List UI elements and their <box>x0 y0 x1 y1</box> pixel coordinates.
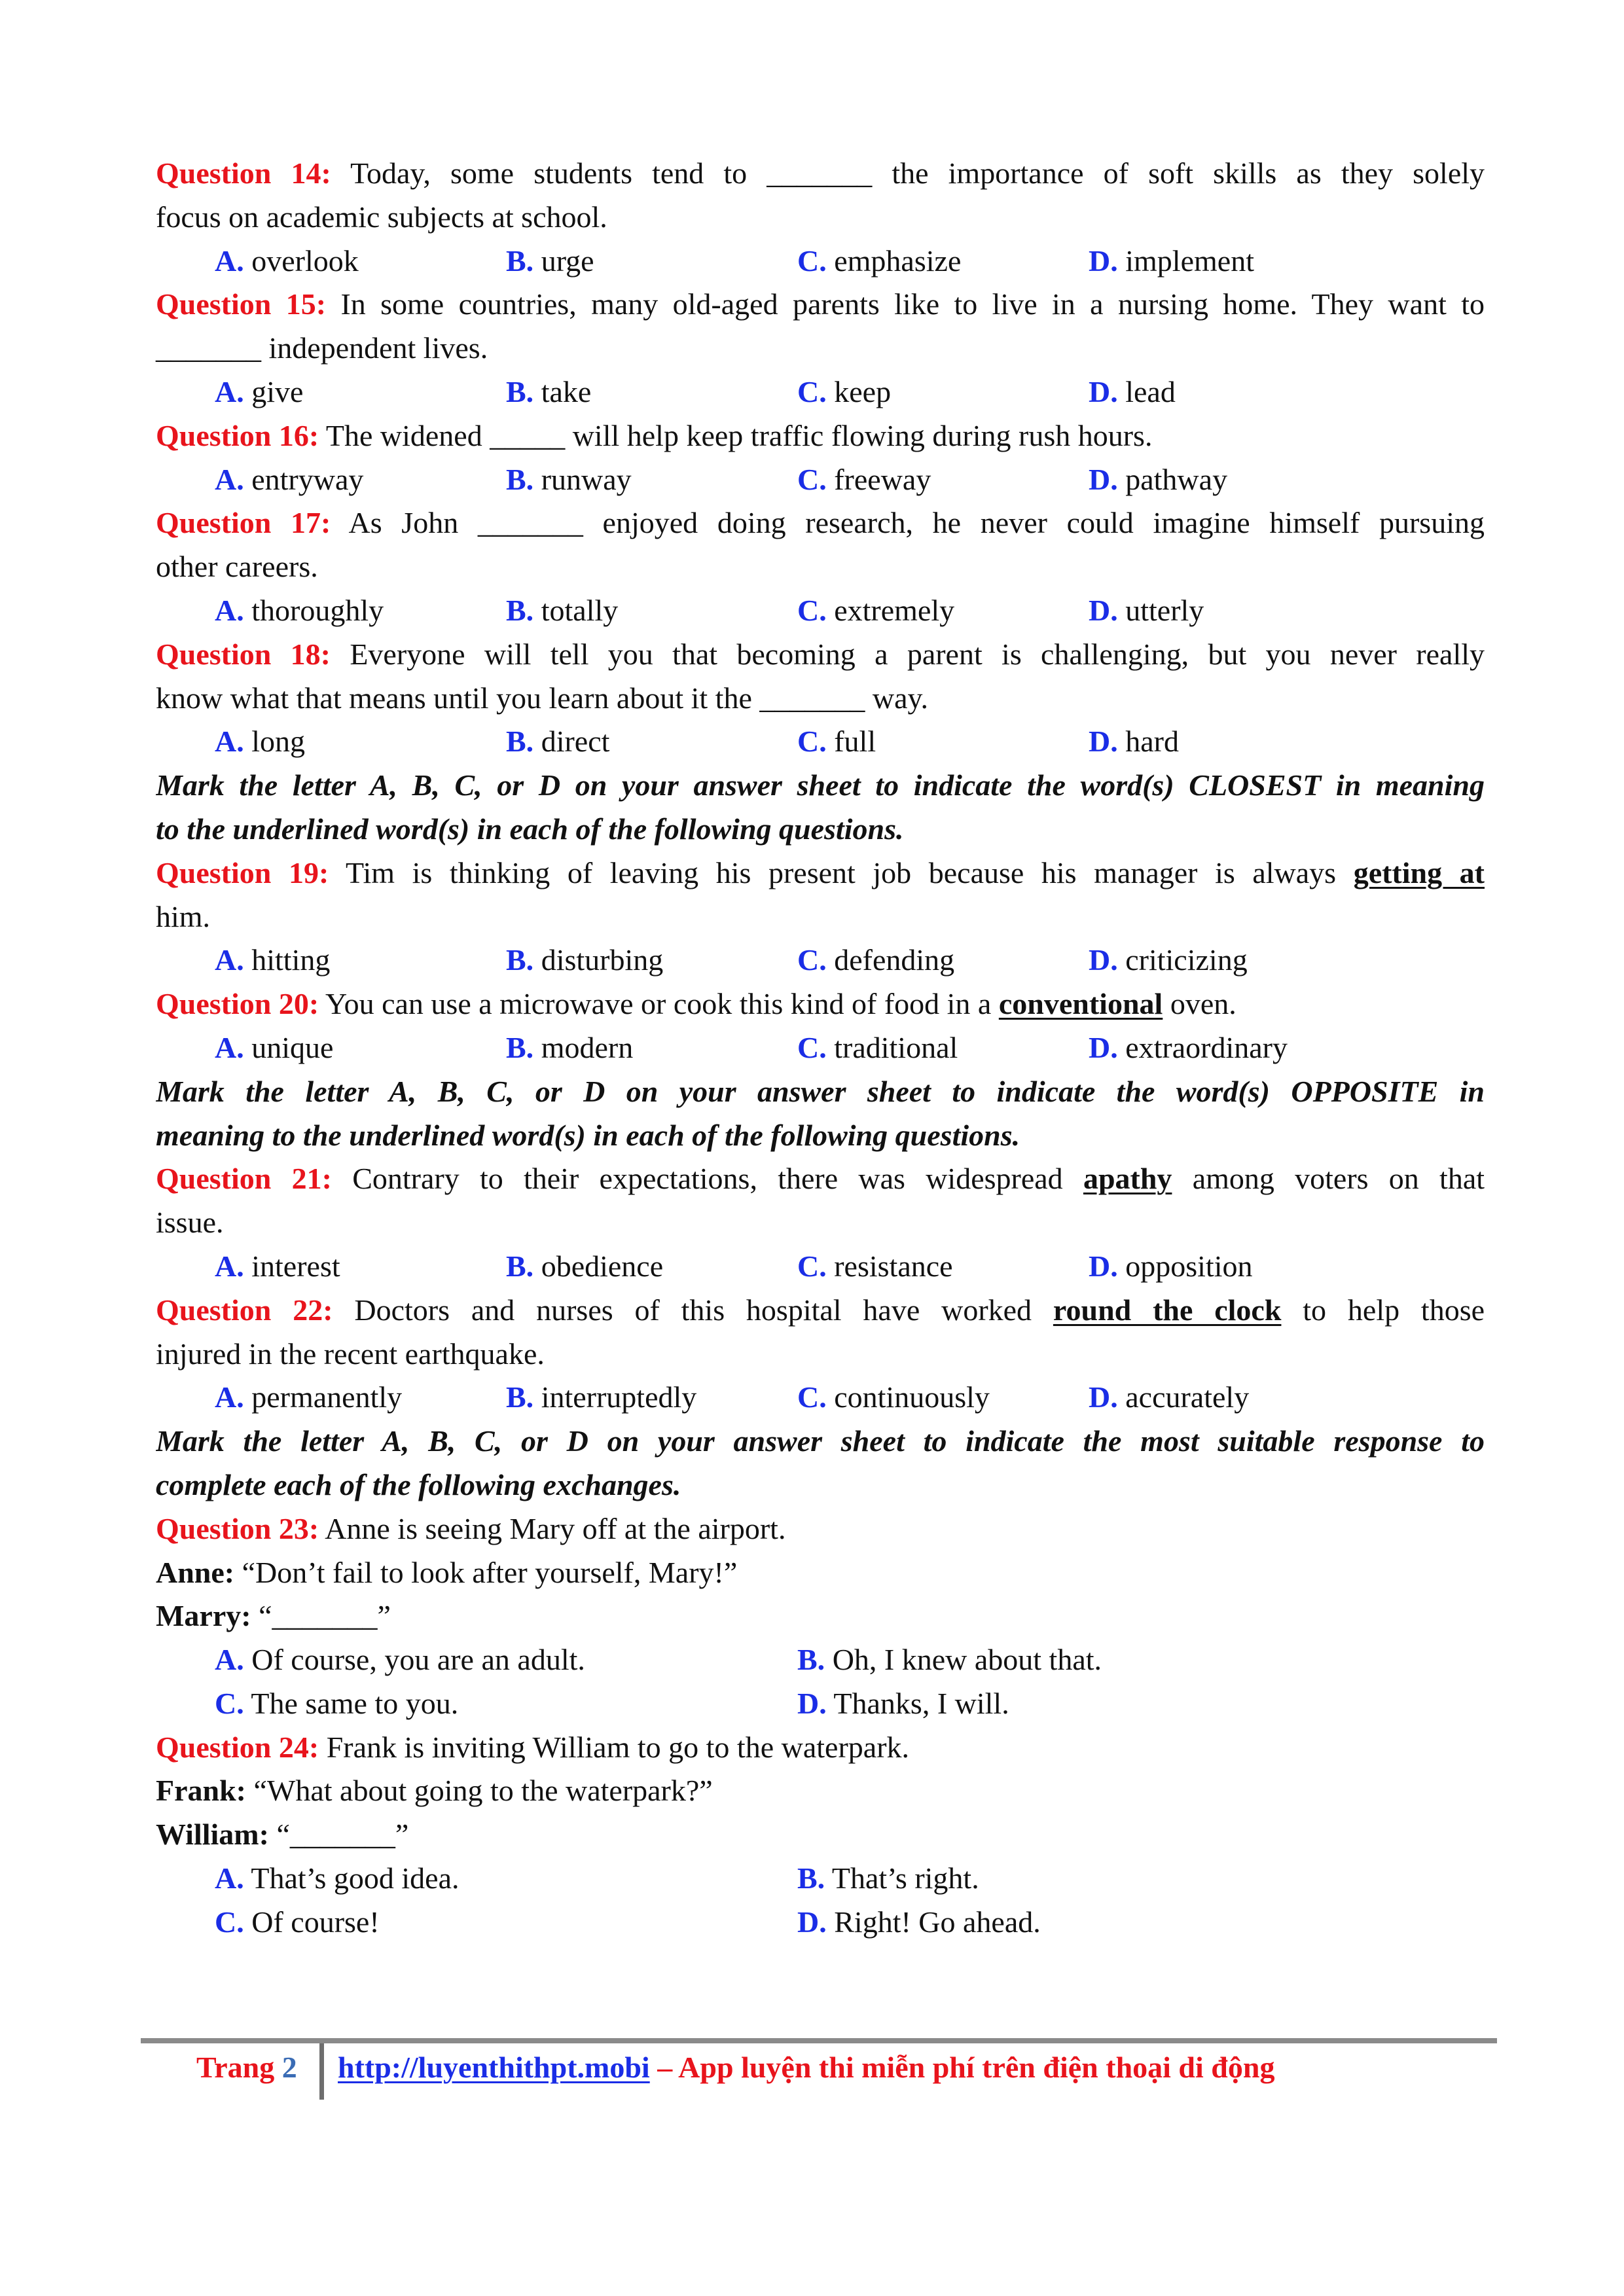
instruction-opposite-line-1 <box>156 1070 1485 1114</box>
option-a[interactable] <box>215 939 330 982</box>
option-letter: C. <box>797 243 827 278</box>
option-text: Oh, I knew about that. <box>832 1643 1102 1677</box>
option-letter: D. <box>797 1905 827 1939</box>
dialog-line: “_______” <box>276 1818 409 1852</box>
option-text: hitting <box>251 943 331 977</box>
option-letter: C. <box>797 1380 827 1414</box>
option-c[interactable] <box>797 1026 958 1070</box>
option-letter: A. <box>215 1643 244 1677</box>
question-stem: Frank is inviting William to go to the waterpark. <box>326 1730 910 1764</box>
option-letter: C. <box>797 462 827 496</box>
option-d[interactable] <box>1089 1026 1288 1070</box>
option-text: full <box>834 725 876 759</box>
option-b[interactable] <box>506 1376 696 1420</box>
question-stem: him. <box>156 899 211 933</box>
question-18-line-1 <box>156 633 1485 677</box>
option-text: disturbing <box>541 943 664 977</box>
option-d[interactable] <box>1089 240 1254 283</box>
option-b[interactable] <box>797 1857 979 1901</box>
option-letter: A. <box>215 593 244 627</box>
option-d[interactable] <box>1089 1245 1252 1289</box>
question-15-line-2 <box>156 327 1485 370</box>
question-label: Question 18: <box>156 637 331 671</box>
question-17-options <box>156 589 1485 633</box>
question-label: Question 23: <box>156 1511 319 1545</box>
footer-tagline: – App luyện thi miễn phí trên điện thoại di động <box>649 2051 1275 2084</box>
option-d[interactable] <box>1089 939 1248 982</box>
question-stem: Tim is thinking of leaving his present job because his manager is always <box>346 855 1337 889</box>
option-text: Of course! <box>251 1905 380 1939</box>
option-text: urge <box>541 243 594 278</box>
question-stem: injured in the recent earthquake. <box>156 1336 545 1371</box>
question-stem: As John _______ enjoyed doing research, he never could imagine himself pursuing <box>348 506 1485 540</box>
option-letter: A. <box>215 943 244 977</box>
question-label: Question 15: <box>156 287 327 321</box>
instruction-text: complete each of the following exchanges. <box>156 1467 681 1501</box>
question-stem: The widened _____ will help keep traffic flowing during rush hours. <box>325 418 1153 452</box>
option-letter: B. <box>797 1643 825 1677</box>
option-letter: C. <box>797 1249 827 1283</box>
option-c[interactable] <box>797 458 931 502</box>
question-stem: Today, some students tend to _______ the importance of soft skills as they solely <box>350 156 1485 190</box>
instruction-text: Mark the letter A, B, C, or D on your answer sheet to indicate the word(s) CLOSEST in meaning <box>156 768 1485 802</box>
option-a[interactable] <box>215 240 359 283</box>
option-text: interest <box>251 1249 340 1283</box>
option-text: That’s good idea. <box>251 1861 460 1895</box>
option-letter: A. <box>215 374 244 408</box>
question-23-dialog-2 <box>156 1594 1485 1638</box>
question-14-line-2 <box>156 196 1485 240</box>
option-d[interactable] <box>797 1682 1009 1726</box>
question-15-line-1 <box>156 283 1485 327</box>
option-letter: A. <box>215 725 244 759</box>
question-24-dialog-2 <box>156 1813 1485 1857</box>
option-text: continuously <box>834 1380 990 1414</box>
option-a[interactable] <box>215 589 384 633</box>
option-text: entryway <box>251 462 364 496</box>
question-24-options-row-2 <box>156 1901 1485 1945</box>
option-letter: A. <box>215 1380 244 1414</box>
option-text: pathway <box>1125 462 1228 496</box>
question-18-options <box>156 720 1485 764</box>
question-stem: focus on academic subjects at school. <box>156 200 607 234</box>
option-text: emphasize <box>834 243 962 278</box>
question-stem: Contrary to their expectations, there was widespread <box>352 1162 1063 1196</box>
question-14-line-1 <box>156 152 1485 196</box>
option-b[interactable] <box>506 720 609 764</box>
option-letter: B. <box>506 462 534 496</box>
question-23-line-1 <box>156 1507 1485 1551</box>
question-23-options-row-1 <box>156 1638 1485 1682</box>
footer-separator <box>319 2043 324 2100</box>
option-text: Right! Go ahead. <box>834 1905 1041 1939</box>
underlined-word: getting at <box>1353 855 1485 889</box>
option-letter: B. <box>506 943 534 977</box>
question-label: Question 24: <box>156 1730 319 1764</box>
question-21-line-1 <box>156 1157 1485 1201</box>
option-d[interactable] <box>1089 1376 1249 1420</box>
option-d[interactable] <box>1089 370 1176 414</box>
option-a[interactable] <box>215 370 303 414</box>
option-text: lead <box>1125 374 1176 408</box>
option-letter: B. <box>506 593 534 627</box>
option-text: unique <box>251 1030 334 1064</box>
option-letter: D. <box>1089 243 1118 278</box>
option-letter: C. <box>797 1030 827 1064</box>
option-letter: C. <box>797 725 827 759</box>
question-20-options <box>156 1026 1485 1070</box>
question-label: Question 17: <box>156 506 331 540</box>
option-text: totally <box>541 593 619 627</box>
option-c[interactable] <box>797 240 961 283</box>
option-text: direct <box>541 725 610 759</box>
footer-page-number <box>196 2050 297 2085</box>
option-letter: D. <box>1089 1030 1118 1064</box>
option-text: hard <box>1125 725 1179 759</box>
question-stem: Doctors and nurses of this hospital have worked <box>354 1293 1032 1327</box>
instruction-text: meaning to the underlined word(s) in each of the following questions. <box>156 1118 1020 1152</box>
option-text: Thanks, I will. <box>833 1686 1009 1720</box>
option-d[interactable] <box>1089 589 1204 633</box>
instruction-text: Mark the letter A, B, C, or D on your answer sheet to indicate the most suitable response to <box>156 1424 1485 1458</box>
option-a[interactable] <box>215 1638 585 1682</box>
question-14-options <box>156 240 1485 283</box>
dialog-line: “Don’t fail to look after yourself, Mary!” <box>242 1555 738 1589</box>
question-stem: oven. <box>1170 987 1236 1021</box>
option-b[interactable] <box>797 1638 1102 1682</box>
dialog-line: “_______” <box>259 1599 391 1633</box>
instruction-opposite-line-2 <box>156 1114 1485 1158</box>
question-24-dialog-1 <box>156 1769 1485 1813</box>
question-sheet <box>156 152 1485 1945</box>
option-d[interactable] <box>797 1901 1041 1945</box>
option-b[interactable] <box>506 1026 633 1070</box>
question-21-line-2 <box>156 1201 1485 1245</box>
option-text: interruptedly <box>541 1380 697 1414</box>
option-letter: D. <box>1089 943 1118 977</box>
dialog-line: “What about going to the waterpark?” <box>253 1774 713 1808</box>
option-letter: C. <box>797 374 827 408</box>
question-22-line-2 <box>156 1333 1485 1376</box>
option-text: accurately <box>1125 1380 1250 1414</box>
option-b[interactable] <box>506 240 594 283</box>
option-text: obedience <box>541 1249 664 1283</box>
question-label: Question 19: <box>156 855 329 889</box>
instruction-response-line-1 <box>156 1420 1485 1463</box>
option-c[interactable] <box>797 589 954 633</box>
option-text: Of course, you are an adult. <box>251 1643 585 1677</box>
option-text: extraordinary <box>1125 1030 1288 1064</box>
option-letter: C. <box>797 943 827 977</box>
option-b[interactable] <box>506 589 618 633</box>
option-letter: D. <box>1089 1249 1118 1283</box>
footer-link[interactable]: http://luyenthithpt.mobi <box>338 2051 650 2084</box>
option-c[interactable] <box>797 1376 990 1420</box>
question-label: Question 16: <box>156 418 319 452</box>
instruction-closest-line-1 <box>156 764 1485 808</box>
option-letter: B. <box>506 1249 534 1283</box>
option-letter: A. <box>215 1249 244 1283</box>
option-b[interactable] <box>506 939 663 982</box>
question-24-line-1 <box>156 1726 1485 1770</box>
question-16-line-1 <box>156 414 1485 458</box>
option-text: overlook <box>251 243 359 278</box>
option-text: defending <box>834 943 955 977</box>
option-letter: C. <box>215 1686 244 1720</box>
underlined-word: round the clock <box>1053 1293 1282 1327</box>
speaker-name: Marry: <box>156 1599 251 1633</box>
question-stem: In some countries, many old-aged parents like to live in a nursing home. They want to <box>340 287 1485 321</box>
question-label: Question 22: <box>156 1293 333 1327</box>
question-stem: among voters on that <box>1192 1162 1485 1196</box>
question-stem: other careers. <box>156 550 318 584</box>
question-stem: You can use a microwave or cook this kind of food in a <box>325 987 992 1021</box>
question-20-line-1 <box>156 982 1485 1026</box>
option-text: runway <box>541 462 632 496</box>
question-stem: Anne is seeing Mary off at the airport. <box>325 1511 786 1545</box>
footer-rule <box>141 2038 1497 2043</box>
option-text: long <box>251 725 306 759</box>
option-text: extremely <box>834 593 955 627</box>
page-number: 2 <box>281 2051 297 2084</box>
underlined-word: apathy <box>1083 1162 1172 1196</box>
speaker-name: Frank: <box>156 1774 246 1808</box>
option-text: freeway <box>834 462 931 496</box>
question-21-options <box>156 1245 1485 1289</box>
option-letter: A. <box>215 462 244 496</box>
option-letter: D. <box>1089 1380 1118 1414</box>
option-text: give <box>251 374 304 408</box>
question-22-options <box>156 1376 1485 1420</box>
question-23-dialog-1 <box>156 1551 1485 1595</box>
question-label: Question 21: <box>156 1162 332 1196</box>
option-b[interactable] <box>506 458 632 502</box>
option-a[interactable] <box>215 1857 460 1901</box>
option-letter: D. <box>1089 725 1118 759</box>
instruction-response-line-2 <box>156 1463 1485 1507</box>
option-letter: A. <box>215 243 244 278</box>
option-letter: C. <box>797 593 827 627</box>
option-letter: D. <box>1089 374 1118 408</box>
question-15-options <box>156 370 1485 414</box>
option-d[interactable] <box>1089 720 1179 764</box>
option-b[interactable] <box>506 1245 663 1289</box>
option-a[interactable] <box>215 720 305 764</box>
option-a[interactable] <box>215 1026 333 1070</box>
option-c[interactable] <box>797 370 891 414</box>
option-text: modern <box>541 1030 634 1064</box>
speaker-name: Anne: <box>156 1555 235 1589</box>
question-17-line-1 <box>156 501 1485 545</box>
option-text: That’s right. <box>831 1861 979 1895</box>
question-24-options-row-1 <box>156 1857 1485 1901</box>
option-c[interactable] <box>797 720 876 764</box>
option-letter: B. <box>506 374 534 408</box>
question-label: Question 20: <box>156 987 319 1021</box>
option-letter: B. <box>506 1030 534 1064</box>
question-18-line-2 <box>156 677 1485 721</box>
option-letter: C. <box>215 1905 244 1939</box>
option-b[interactable] <box>506 370 591 414</box>
option-text: traditional <box>834 1030 958 1064</box>
option-text: The same to you. <box>251 1686 459 1720</box>
option-text: opposition <box>1125 1249 1253 1283</box>
question-stem: to help those <box>1303 1293 1485 1327</box>
speaker-name: William: <box>156 1818 269 1852</box>
option-c[interactable] <box>797 1245 953 1289</box>
option-letter: B. <box>506 725 534 759</box>
question-19-line-2 <box>156 895 1485 939</box>
option-d[interactable] <box>1089 458 1227 502</box>
option-letter: B. <box>506 243 534 278</box>
question-22-line-1 <box>156 1289 1485 1333</box>
option-text: implement <box>1125 243 1254 278</box>
option-letter: A. <box>215 1861 244 1895</box>
instruction-text: Mark the letter A, B, C, or D on your answer sheet to indicate the word(s) OPPOSITE in <box>156 1074 1485 1108</box>
option-text: resistance <box>834 1249 953 1283</box>
option-letter: B. <box>506 1380 534 1414</box>
instruction-closest-line-2 <box>156 808 1485 852</box>
instruction-text: to the underlined word(s) in each of the following questions. <box>156 812 904 846</box>
option-text: criticizing <box>1125 943 1248 977</box>
option-a[interactable] <box>215 458 363 502</box>
footer-text <box>338 2050 1274 2085</box>
option-text: utterly <box>1125 593 1204 627</box>
option-letter: A. <box>215 1030 244 1064</box>
option-text: thoroughly <box>251 593 384 627</box>
option-c[interactable] <box>215 1901 380 1945</box>
option-text: take <box>541 374 592 408</box>
question-17-line-2 <box>156 545 1485 589</box>
question-19-line-1 <box>156 852 1485 895</box>
question-19-options <box>156 939 1485 982</box>
option-letter: D. <box>797 1686 827 1720</box>
option-text: permanently <box>251 1380 403 1414</box>
question-label: Question 14: <box>156 156 331 190</box>
option-text: keep <box>834 374 892 408</box>
option-c[interactable] <box>797 939 954 982</box>
option-a[interactable] <box>215 1376 402 1420</box>
question-stem: know what that means until you learn about it the _______ way. <box>156 681 929 715</box>
question-stem: Everyone will tell you that becoming a parent is challenging, but you never really <box>350 637 1485 671</box>
option-a[interactable] <box>215 1245 340 1289</box>
option-letter: B. <box>797 1861 825 1895</box>
question-16-options <box>156 458 1485 502</box>
underlined-word: conventional <box>998 987 1163 1021</box>
page-word: Trang <box>196 2051 275 2084</box>
question-stem: _______ independent lives. <box>156 331 488 365</box>
option-letter: D. <box>1089 462 1118 496</box>
question-23-options-row-2 <box>156 1682 1485 1726</box>
question-stem: issue. <box>156 1206 224 1240</box>
option-c[interactable] <box>215 1682 458 1726</box>
option-letter: D. <box>1089 593 1118 627</box>
